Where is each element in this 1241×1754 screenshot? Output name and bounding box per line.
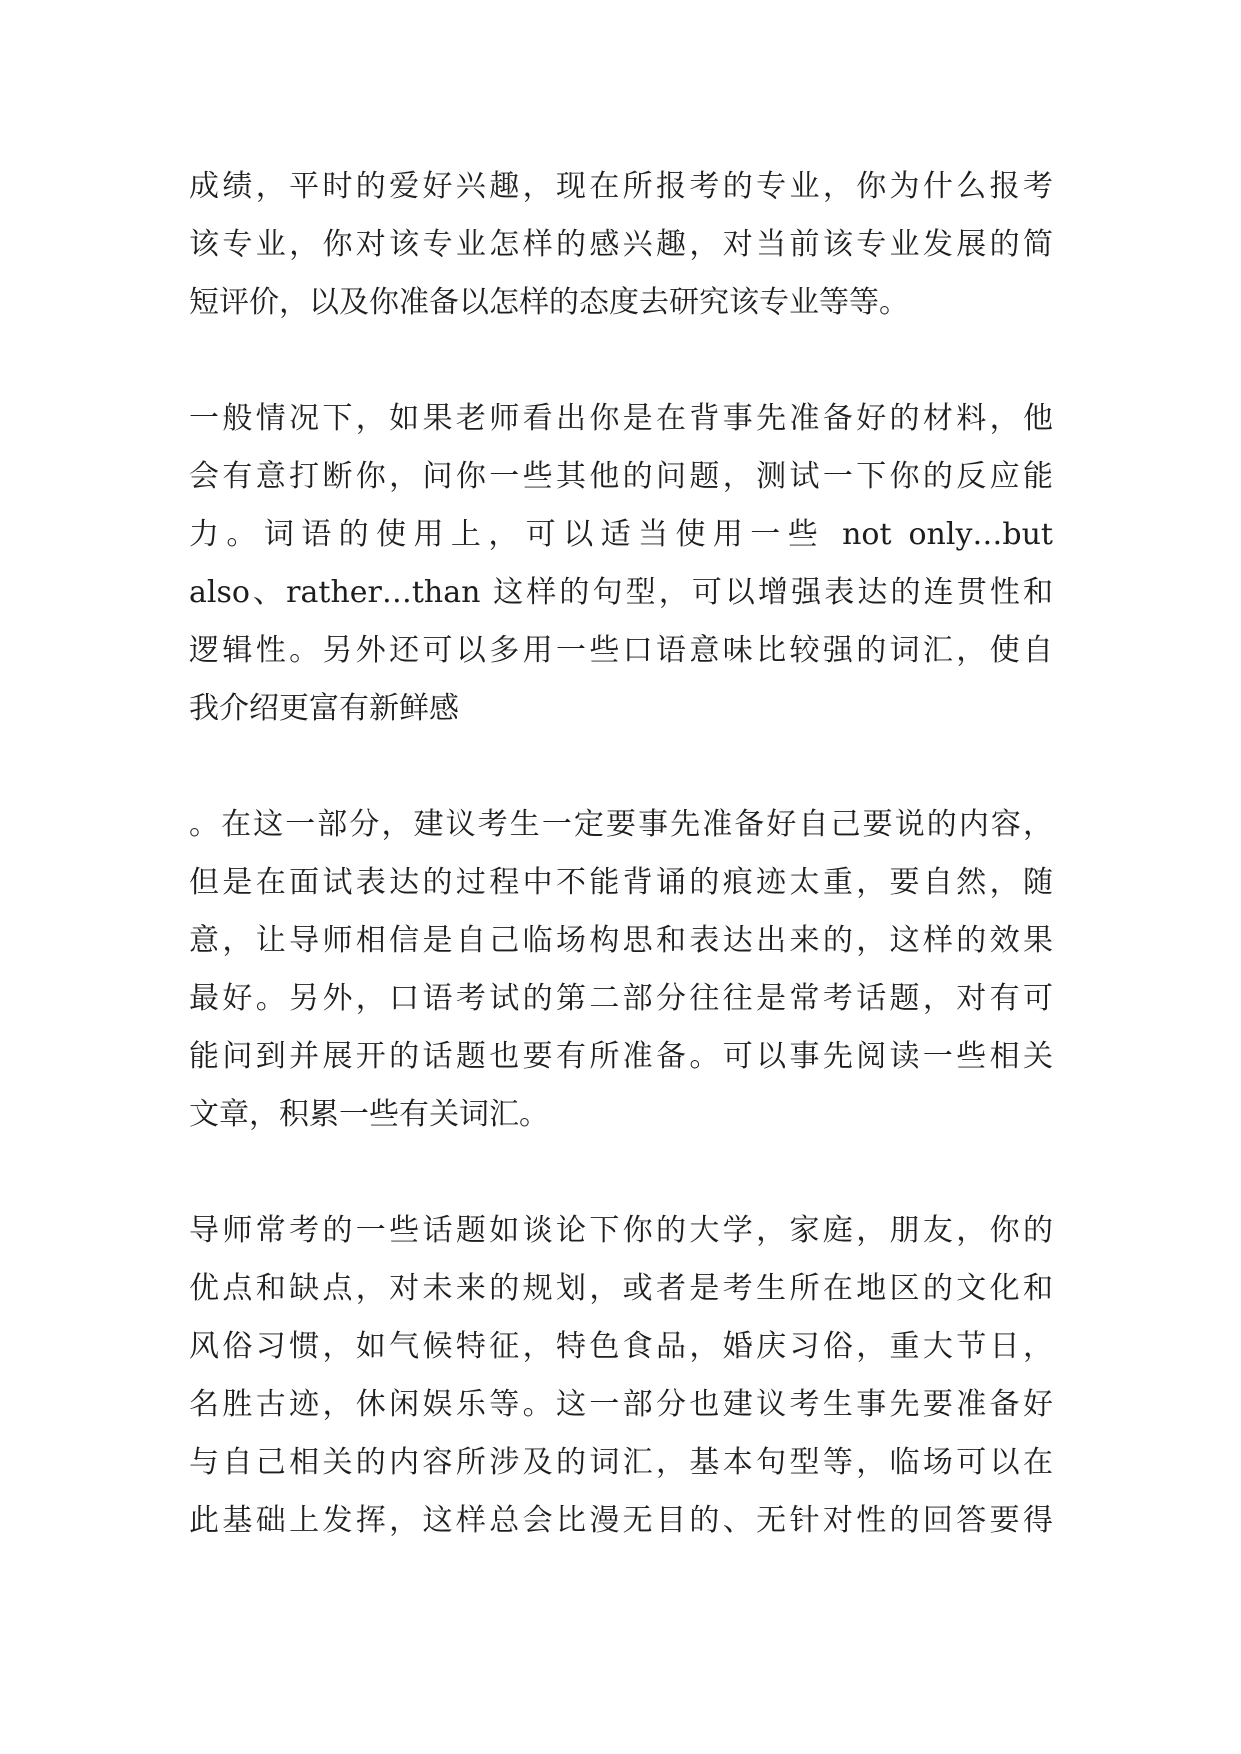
paragraph-1 xyxy=(189,158,1053,332)
paragraph-3 xyxy=(189,796,1053,1144)
text-line: 导师常考的一些话题如谈论下你的大学，家庭，朋友，你的 xyxy=(189,1213,1053,1248)
text-line: 但是在面试表达的过程中不能背诵的痕迹太重，要自然，随 xyxy=(189,865,1053,900)
text-line: 文章，积累一些有关词汇。 xyxy=(189,1097,549,1132)
text-line: 风俗习惯，如气候特征，特色食品，婚庆习俗，重大节日， xyxy=(189,1329,1053,1364)
text-line: also、rather…than 这样的句型，可以增强表达的连贯性和 xyxy=(189,575,1053,610)
text-line: 会有意打断你，问你一些其他的问题，测试一下你的反应能 xyxy=(189,459,1053,494)
text-line: 短评价，以及你准备以怎样的态度去研究该专业等等。 xyxy=(189,285,909,320)
text-line: 力。词语的使用上，可以适当使用一些 not only…but xyxy=(189,517,1053,552)
paragraph-4 xyxy=(189,1202,1053,1550)
text-line: 与自己相关的内容所涉及的词汇，基本句型等，临场可以在 xyxy=(189,1445,1053,1480)
paragraph-2 xyxy=(189,390,1053,738)
text-line: 此基础上发挥，这样总会比漫无目的、无针对性的回答要得 xyxy=(189,1503,1053,1538)
text-line: 该专业，你对该专业怎样的感兴趣，对当前该专业发展的简 xyxy=(189,227,1053,262)
text-line: 优点和缺点，对未来的规划，或者是考生所在地区的文化和 xyxy=(189,1271,1053,1306)
document-body xyxy=(189,158,1053,1608)
text-line: 。在这一部分，建议考生一定要事先准备好自己要说的内容， xyxy=(189,807,1053,842)
text-line: 意，让导师相信是自己临场构思和表达出来的，这样的效果 xyxy=(189,923,1053,958)
text-line: 成绩，平时的爱好兴趣，现在所报考的专业，你为什么报考 xyxy=(189,169,1053,204)
text-line: 能问到并展开的话题也要有所准备。可以事先阅读一些相关 xyxy=(189,1039,1053,1074)
text-line: 最好。另外，口语考试的第二部分往往是常考话题，对有可 xyxy=(189,981,1053,1016)
text-line: 名胜古迹，休闲娱乐等。这一部分也建议考生事先要准备好 xyxy=(189,1387,1053,1422)
text-line: 我介绍更富有新鲜感 xyxy=(189,691,459,726)
text-line: 逻辑性。另外还可以多用一些口语意味比较强的词汇，使自 xyxy=(189,633,1053,668)
text-line: 一般情况下，如果老师看出你是在背事先准备好的材料，他 xyxy=(189,401,1053,436)
